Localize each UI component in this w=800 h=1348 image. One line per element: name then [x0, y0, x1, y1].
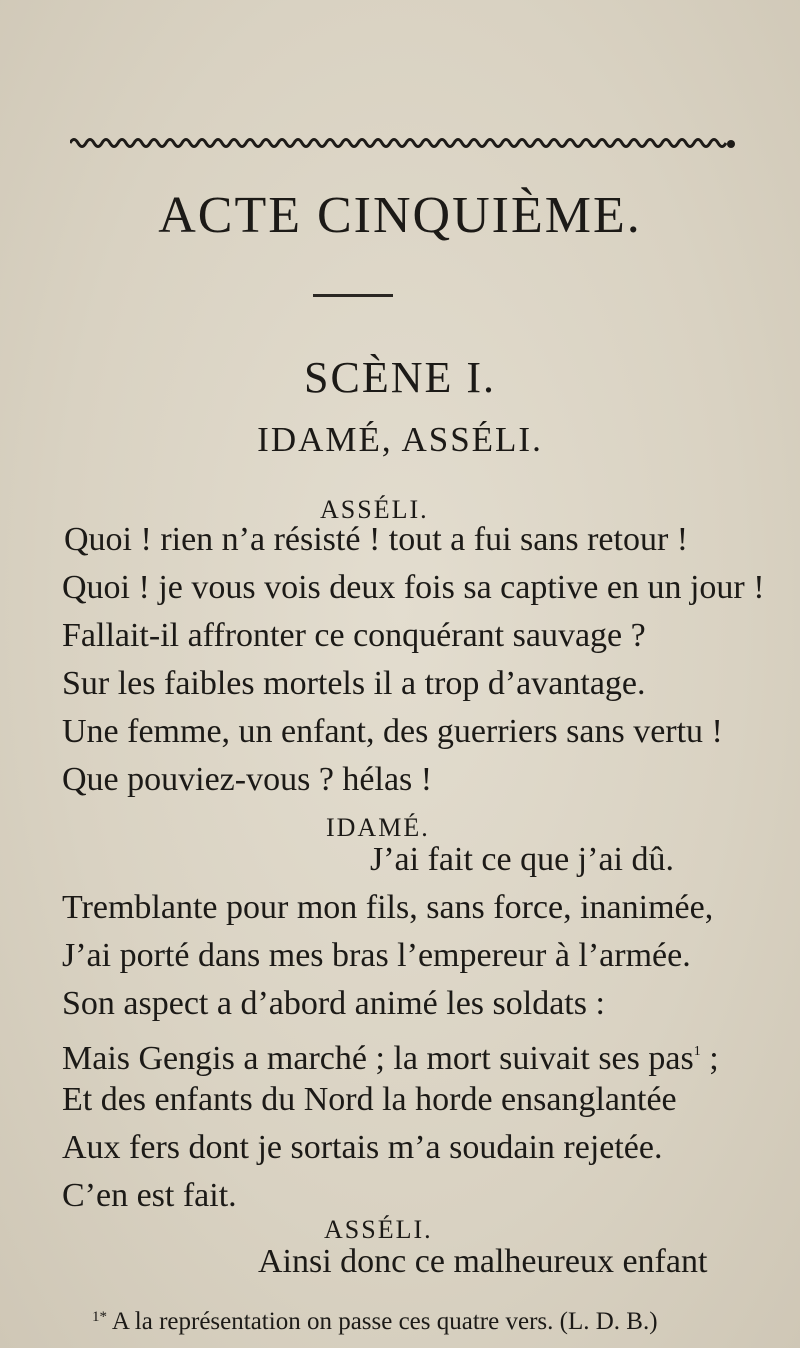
act-title: ACTE CINQUIÈME.	[158, 187, 642, 244]
verse-line-13: Aux fers dont je sortais m’a soudain rejetée.	[62, 1129, 663, 1166]
verse-line-3: Fallait-il affronter ce conquérant sauvage ?	[62, 617, 646, 654]
verse-line-8: Tremblante pour mon fils, sans force, inanimée,	[62, 889, 714, 926]
verse-line-14: C’en est fait.	[62, 1177, 237, 1214]
footnote-text: A la représentation on passe ces quatre vers. (L. D. B.)	[107, 1308, 658, 1335]
verse-line-11	[62, 1030, 719, 1081]
footnote-marker: 1*	[92, 1309, 107, 1325]
footnote	[92, 1300, 658, 1339]
verse-line-4: Sur les faibles mortels il a trop d’avantage.	[62, 665, 646, 702]
verse-line-12: Et des enfants du Nord la horde ensanglantée	[62, 1081, 677, 1118]
verse-line-6: Que pouviez-vous ? hélas !	[62, 761, 433, 798]
scene-title: SCÈNE I.	[304, 353, 496, 402]
verse-line-10: Son aspect a d’abord animé les soldats :	[62, 985, 605, 1022]
speaker-asseli-2: ASSÉLI.	[324, 1215, 433, 1244]
decorative-ornament-rule	[70, 136, 736, 150]
verse-line-2: Quoi ! je vous vois deux fois sa captive en un jour !	[62, 569, 765, 606]
verse-line-1: Quoi ! rien n’a résisté ! tout a fui sans retour !	[64, 521, 689, 558]
speaker-idame: IDAMÉ.	[326, 813, 430, 842]
verse-line-5: Une femme, un enfant, des guerriers sans vertu !	[62, 713, 723, 750]
verse-line-15: Ainsi donc ce malheureux enfant	[258, 1243, 708, 1280]
verse-line-11-text: Mais Gengis a marché ; la mort suivait ses pas	[62, 1040, 694, 1077]
speaker-asseli-1: ASSÉLI.	[320, 495, 429, 524]
scene-characters: IDAMÉ, ASSÉLI.	[257, 420, 543, 459]
verse-line-7: J’ai fait ce que j’ai dû.	[370, 841, 674, 878]
footnote-reference[interactable]: 1	[693, 1044, 701, 1059]
title-divider	[313, 294, 393, 297]
verse-line-9: J’ai porté dans mes bras l’empereur à l’armée.	[62, 937, 691, 974]
verse-line-11-end: ;	[700, 1040, 719, 1077]
